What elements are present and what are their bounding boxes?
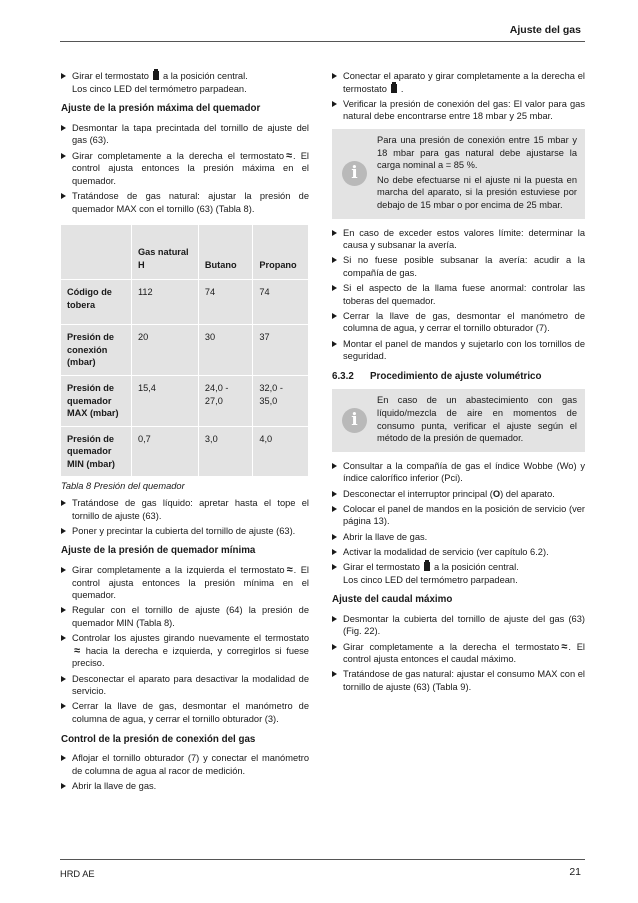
list-item: Cerrar la llave de gas, desmontar el manómetro de columna de agua, y cerrar el tornillo obturador (3).: [61, 700, 309, 725]
arrow-bullet-icon: [61, 676, 66, 682]
section-heading: [332, 371, 585, 384]
table-row: Presión de quemador MAX (mbar) 15,4 24,0 - 27,0 32,0 - 35,0: [61, 376, 309, 427]
page-number: 21: [569, 866, 581, 878]
list-item: Si el aspecto de la llama fuese anormal: controlar las toberas del quemador.: [332, 282, 585, 307]
arrow-bullet-icon: [332, 671, 337, 677]
list-item: Girar el termostato a la posición central. Los cinco LED del termómetro parpadean.: [332, 561, 585, 586]
table-header-cell: [61, 225, 132, 280]
table-header-cell: Gas natural H: [132, 225, 199, 280]
thermostat-knob-icon: [424, 562, 430, 571]
burner-pressure-table: [61, 225, 309, 477]
arrow-bullet-icon: [332, 564, 337, 570]
footer-model: HRD AE: [60, 869, 95, 879]
info-icon: i: [342, 161, 367, 186]
arrow-bullet-icon: [332, 313, 337, 319]
table-row: Código de tobera 112 74 74: [61, 280, 309, 325]
list-item: En caso de exceder estos valores límite: determinar la causa y subsanar la avería.: [332, 227, 585, 252]
info-icon: i: [342, 408, 367, 433]
arrow-bullet-icon: [332, 230, 337, 236]
list-item: Abrir la llave de gas.: [61, 780, 309, 793]
list-item: Colocar el panel de mandos en la posición de servicio (ver página 13).: [332, 503, 585, 528]
list-item: Girar completamente a la derecha el termostato ≈ . El control ajusta entonces el caudal máximo.: [332, 641, 585, 666]
header-rule: [60, 41, 585, 42]
info-note: i En caso de un abastecimiento con gas líquido/mezcla de aire en momentos de consumo punta, verificar el ajuste según el método de la presión de quemador.: [332, 389, 585, 451]
arrow-bullet-icon: [61, 153, 66, 159]
list-item: Abrir la llave de gas.: [332, 531, 585, 544]
list-item: Aflojar el tornillo obturador (7) y conectar el manómetro de columna de agua al racor de medición.: [61, 752, 309, 777]
arrow-bullet-icon: [332, 463, 337, 469]
arrow-bullet-icon: [332, 616, 337, 622]
arrow-bullet-icon: [61, 783, 66, 789]
list-item: Desmontar la cubierta del tornillo de ajuste del gas (63) (Fig. 22).: [332, 613, 585, 638]
list-item: Tratándose de gas natural: ajustar el consumo MAX con el tornillo de ajuste (63) (Tabla 9).: [332, 668, 585, 693]
arrow-bullet-icon: [61, 193, 66, 199]
table-row: Presión de conexión (mbar) 20 30 37: [61, 325, 309, 376]
max-heat-icon: ≈: [561, 640, 567, 653]
max-heat-icon: ≈: [286, 149, 292, 162]
table-caption: Tabla 8 Presión del quemador: [61, 481, 185, 492]
arrow-bullet-icon: [332, 101, 337, 107]
list-item: Tratándose de gas líquido: apretar hasta el tope el tornillo de ajuste (63).: [61, 497, 309, 522]
arrow-bullet-icon: [332, 534, 337, 540]
right-column: [332, 70, 585, 696]
list-item: Desmontar la tapa precintada del tornillo de ajuste del gas (63).: [61, 122, 309, 147]
section-title: Procedimiento de ajuste volumétrico: [370, 370, 542, 382]
max-heat-icon: ≈: [74, 644, 80, 657]
arrow-bullet-icon: [61, 635, 66, 641]
footer-rule: [60, 859, 585, 860]
arrow-bullet-icon: [332, 549, 337, 555]
arrow-bullet-icon: [61, 125, 66, 131]
list-item: Cerrar la llave de gas, desmontar el manómetro de columna de agua, y cerrar el tornillo obturador (7).: [332, 310, 585, 335]
list-item: Desconectar el aparato para desactivar la modalidad de servicio.: [61, 673, 309, 698]
list-item: Activar la modalidad de servicio (ver capítulo 6.2).: [332, 546, 585, 559]
left-column: [61, 70, 309, 795]
list-item: Consultar a la compañía de gas el índice Wobbe (Wo) y índice calorífico inferior (Pci).: [332, 460, 585, 485]
page-header-title: Ajuste del gas: [509, 24, 581, 36]
arrow-bullet-icon: [61, 755, 66, 761]
thermostat-knob-icon: [153, 71, 159, 80]
arrow-bullet-icon: [332, 285, 337, 291]
table-row: Presión de quemador MIN (mbar) 0,7 3,0 4,0: [61, 427, 309, 478]
arrow-bullet-icon: [61, 703, 66, 709]
arrow-bullet-icon: [332, 341, 337, 347]
list-item: Poner y precintar la cubierta del tornillo de ajuste (63).: [61, 525, 309, 538]
list-item: Girar completamente a la izquierda el termostato ≈ . El control ajusta entonces la presión mínima en el quemador.: [61, 564, 309, 602]
arrow-bullet-icon: [332, 73, 337, 79]
section-heading: Ajuste de la presión máxima del quemador: [61, 103, 261, 115]
table-header-cell: Propano: [253, 225, 309, 280]
arrow-bullet-icon: [332, 644, 337, 650]
list-item: Tratándose de gas natural: ajustar la presión de quemador MAX con el tornillo (63) (Tabla 8).: [61, 190, 309, 215]
arrow-bullet-icon: [332, 257, 337, 263]
arrow-bullet-icon: [332, 491, 337, 497]
arrow-bullet-icon: [61, 528, 66, 534]
list-item: Verificar la presión de conexión del gas: El valor para gas natural debe encontrarse entre 18 mbar y 25 mbar.: [332, 98, 585, 123]
list-item: Girar el termostato a la posición central. Los cinco LED del termómetro parpadean.: [61, 70, 309, 95]
table-header-cell: Butano: [199, 225, 253, 280]
section-heading: Ajuste del caudal máximo: [332, 594, 453, 606]
arrow-bullet-icon: [61, 567, 66, 573]
arrow-bullet-icon: [332, 506, 337, 512]
info-note: i Para una presión de conexión entre 15 mbar y 18 mbar para gas natural debe ajustarse la carga nominal a = 85 %. No debe efectuarse ni el ajuste ni la puesta en marcha del aparato, si la presión estuviese por debajo de 15 mbar o por encima de 25 mbar.: [332, 129, 585, 219]
thermostat-knob-icon: [391, 84, 397, 93]
section-number: 6.3.2: [332, 370, 354, 382]
section-heading: Ajuste de la presión de quemador mínima: [61, 545, 256, 557]
arrow-bullet-icon: [61, 73, 66, 79]
list-item: Si no fuese posible subsanar la avería: acudir a la compañía de gas.: [332, 254, 585, 279]
list-item: Montar el panel de mandos y sujetarlo con los tornillos de seguridad.: [332, 338, 585, 363]
list-item: Desconectar el interruptor principal (O) del aparato.: [332, 488, 585, 501]
table-header-row: [61, 225, 309, 280]
min-heat-icon: ≈: [286, 564, 292, 577]
arrow-bullet-icon: [61, 607, 66, 613]
list-item: Conectar el aparato y girar completamente a la derecha el termostato .: [332, 70, 585, 95]
arrow-bullet-icon: [61, 500, 66, 506]
list-item: Controlar los ajustes girando nuevamente el termostato ≈ hacia la derecha e izquierda, y corregirlos si fuese preciso.: [61, 632, 309, 670]
section-heading: Control de la presión de conexión del gas: [61, 733, 256, 745]
power-off-symbol: O: [492, 488, 501, 499]
list-item: Girar completamente a la derecha el termostato ≈ . El control ajusta entonces la presión máxima en el quemador.: [61, 150, 309, 188]
list-item: Regular con el tornillo de ajuste (64) la presión de quemador MIN (Tabla 8).: [61, 604, 309, 629]
